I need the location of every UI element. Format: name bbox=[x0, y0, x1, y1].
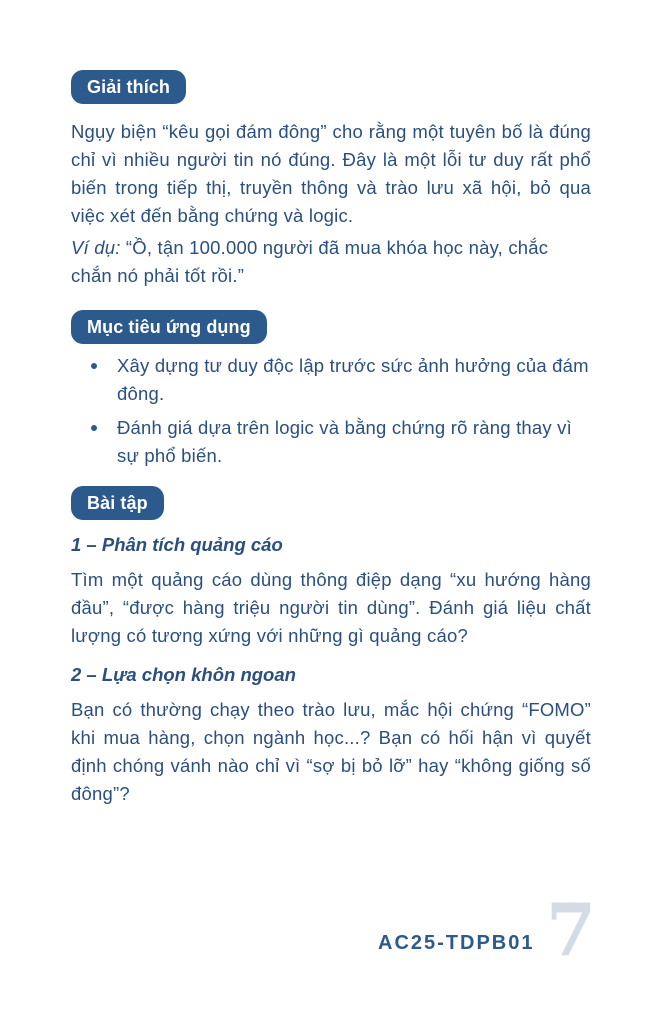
exercise-title: 2 – Lựa chọn khôn ngoan bbox=[71, 664, 296, 685]
section-goals bbox=[71, 310, 591, 470]
exercise-title: 1 – Phân tích quảng cáo bbox=[71, 534, 283, 555]
bullet-icon bbox=[91, 363, 97, 369]
section-exercises bbox=[71, 486, 591, 808]
page-number: 7 bbox=[546, 887, 597, 972]
example-text: “Ồ, tận 100.000 người đã mua khóa học này, chắc chắn nó phải tốt rồi.” bbox=[71, 237, 549, 286]
list-item: Đánh giá dựa trên logic và bằng chứng rõ ràng thay vì sự phổ biến. bbox=[71, 414, 591, 470]
goals-list bbox=[71, 352, 591, 470]
section-label-explanation: Giải thích bbox=[71, 70, 186, 104]
document-page bbox=[71, 70, 591, 808]
section-label-exercises: Bài tập bbox=[71, 486, 164, 520]
exercise-text: Bạn có thường chạy theo trào lưu, mắc hội chứng “FOMO” khi mua hàng, chọn ngành học...? Bạn có hối hận vì quyết định chóng vánh nào chỉ vì “sợ bị bỏ lỡ” hay “không giống số đông”? bbox=[71, 699, 591, 804]
section-label-goals: Mục tiêu ứng dụng bbox=[71, 310, 267, 344]
page-footer bbox=[378, 887, 608, 972]
list-item: Xây dựng tư duy độc lập trước sức ảnh hưởng của đám đông. bbox=[71, 352, 591, 408]
example-label: Ví dụ: bbox=[71, 237, 121, 258]
exercise-text: Tìm một quảng cáo dùng thông điệp dạng “xu hướng hàng đầu”, “được hàng triệu người tin dùng”. Đánh giá liệu chất lượng có tương xứng với những gì quảng cáo? bbox=[71, 569, 591, 646]
document-code: AC25-TDPB01 bbox=[378, 932, 535, 954]
section-explanation bbox=[71, 70, 591, 290]
explanation-paragraph: Ngụy biện “kêu gọi đám đông” cho rằng một tuyên bố là đúng chỉ vì nhiều người tin nó đúng. Đây là một lỗi tư duy rất phổ biến trong tiếp thị, truyền thông và trào lưu xã hội, bỏ qua việc xét đến bằng chứng và logic. bbox=[71, 121, 591, 226]
bullet-icon bbox=[91, 425, 97, 431]
example-paragraph bbox=[71, 234, 591, 290]
